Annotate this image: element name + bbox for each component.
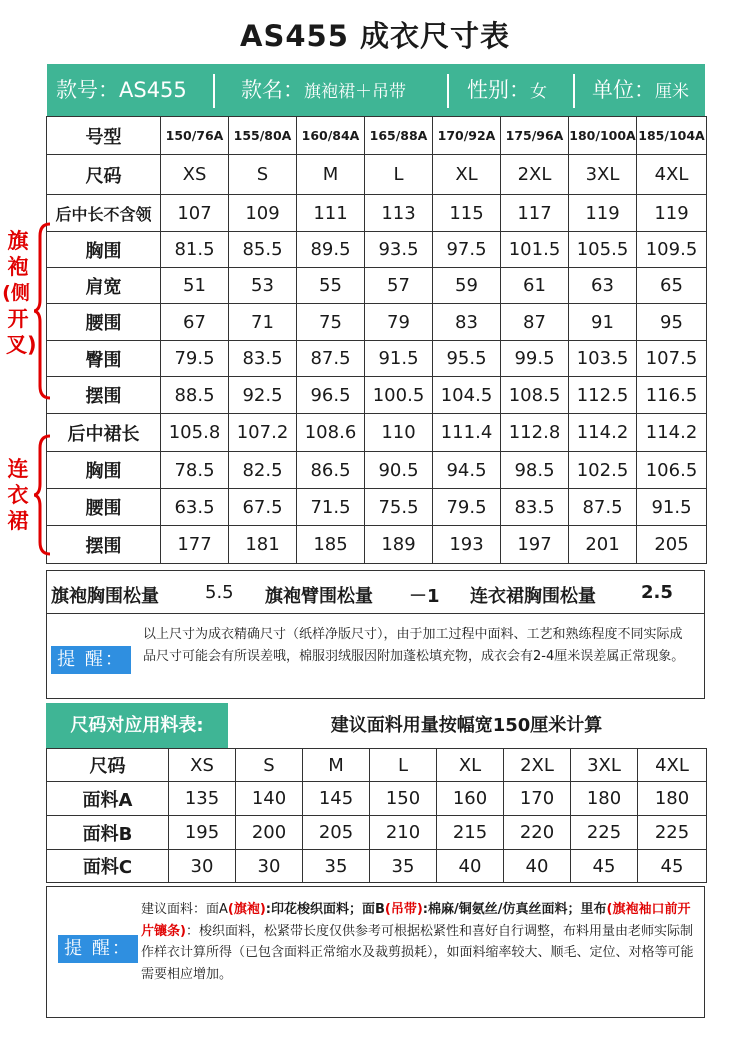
fabric-label: 尺码 (47, 749, 169, 782)
gender-value: 女 (530, 82, 547, 102)
fabric-label: 面料C (47, 850, 169, 883)
header-label: 号型 (47, 117, 161, 155)
table-cell: 75.5 (365, 489, 433, 526)
table-cell: 107 (161, 195, 229, 232)
group-label-char: (侧 (2, 282, 30, 304)
table-cell: 185/104A (637, 117, 707, 155)
table-cell: 30 (169, 850, 236, 883)
table-cell: 71.5 (297, 489, 365, 526)
table-cell: 205 (637, 526, 707, 564)
group-label-char: 衣 (7, 483, 29, 507)
table-cell: 95.5 (433, 341, 501, 377)
table-cell: 79.5 (433, 489, 501, 526)
table-cell: 71 (229, 304, 297, 341)
table-cell: 91.5 (365, 341, 433, 377)
table-cell: 94.5 (433, 452, 501, 489)
note-segment: ：梭织面料，松紧带长度仅供参考可根据松紧性和喜好自行调整，布料用量由老师实际制作样衣计算所得（已包含面料正常缩水及裁剪损耗），如面料缩率较大、顺毛、定位、对格等可能需要相应增加。 (141, 923, 694, 982)
measure-label: 臀围 (47, 341, 161, 377)
measure-label: 胸围 (47, 232, 161, 268)
table-cell: 114.2 (569, 414, 637, 452)
table-cell: 83.5 (501, 489, 569, 526)
table-cell: 180 (571, 782, 638, 816)
unit-label: 单位： (592, 78, 655, 102)
table-row (47, 452, 707, 489)
qipao-chest-ease-value: 5.5 (205, 582, 234, 603)
table-cell: 3XL (571, 749, 638, 782)
table-cell: 160/84A (297, 117, 365, 155)
measure-label: 肩宽 (47, 268, 161, 304)
table-cell: 53 (229, 268, 297, 304)
table-cell: 65 (637, 268, 707, 304)
table-cell: 40 (437, 850, 504, 883)
group-label-char: 叉) (6, 333, 37, 357)
table-cell: 150 (370, 782, 437, 816)
fabric-reminder-box (46, 886, 705, 1018)
note-segment: :印花梭织面料；面B (265, 902, 385, 917)
reminder-text: 以上尺寸为成衣精确尺寸（纸样净版尺寸），由于加工过程中面料、工艺和熟练程度不同实际成品尺寸可能会有所误差哦，棉服羽绒服因附加蓬松填充物，成衣会有2-4厘米误差属正常现象。 (143, 627, 685, 664)
table-cell: M (297, 155, 365, 195)
measure-label: 摆围 (47, 377, 161, 414)
table-cell: 40 (504, 850, 571, 883)
table-cell: 140 (236, 782, 303, 816)
table-cell: 115 (433, 195, 501, 232)
table-cell: XL (433, 155, 501, 195)
table-cell: L (365, 155, 433, 195)
qipao-hip-ease-label: 旗袍臂围松量 (265, 586, 373, 607)
table-cell: 96.5 (297, 377, 365, 414)
table-cell: 83.5 (229, 341, 297, 377)
table-cell: 55 (297, 268, 365, 304)
measure-label: 胸围 (47, 452, 161, 489)
table-cell: S (229, 155, 297, 195)
table-row (47, 377, 707, 414)
table-row (47, 816, 707, 850)
table-cell: 63 (569, 268, 637, 304)
table-cell: 100.5 (365, 377, 433, 414)
table-cell: 111.4 (433, 414, 501, 452)
group-label-char: 裙 (7, 509, 29, 533)
fabric-usage-table (46, 748, 707, 883)
measure-label: 腰围 (47, 304, 161, 341)
table-cell: XL (437, 749, 504, 782)
table-cell: 83 (433, 304, 501, 341)
note-segment: 建议面料：面A (141, 902, 228, 917)
table-cell: 79.5 (161, 341, 229, 377)
style-no (56, 64, 187, 116)
table-cell: 104.5 (433, 377, 501, 414)
measure-label: 后中长不含领 (47, 195, 161, 232)
qipao-brace (34, 222, 54, 400)
bar-divider (573, 74, 575, 108)
group-label-char: 连 (7, 457, 29, 481)
note-segment: :棉麻/铜氨丝/仿真丝面料；里布 (422, 902, 607, 917)
table-cell: 86.5 (297, 452, 365, 489)
table-row (47, 195, 707, 232)
table-cell: 160 (437, 782, 504, 816)
table-cell: 170 (504, 782, 571, 816)
table-cell: 119 (637, 195, 707, 232)
measure-label: 后中裙长 (47, 414, 161, 452)
table-cell: M (303, 749, 370, 782)
note-highlight: (吊带) (384, 902, 423, 917)
table-cell: 89.5 (297, 232, 365, 268)
fabric-label: 面料A (47, 782, 169, 816)
style-no-value: AS455 (119, 78, 187, 102)
table-cell: 82.5 (229, 452, 297, 489)
table-cell: 87 (501, 304, 569, 341)
usage-table-tag: 尺码对应用料表: (46, 703, 228, 748)
dress-chest-ease-value: 2.5 (641, 582, 673, 603)
table-cell: 177 (161, 526, 229, 564)
table-cell: 107.2 (229, 414, 297, 452)
table-row (47, 232, 707, 268)
style-name (241, 64, 406, 116)
table-cell: 85.5 (229, 232, 297, 268)
reminder-box (46, 613, 705, 699)
table-cell: 111 (297, 195, 365, 232)
table-cell: 165/88A (365, 117, 433, 155)
table-row (47, 489, 707, 526)
table-cell: 210 (370, 816, 437, 850)
table-row (47, 155, 707, 195)
table-cell: 180/100A (569, 117, 637, 155)
unit-value: 厘米 (655, 82, 689, 102)
table-cell: 81.5 (161, 232, 229, 268)
table-cell: 30 (236, 850, 303, 883)
table-cell: 106.5 (637, 452, 707, 489)
note-highlight: (旗袍) (227, 902, 266, 917)
table-cell: 4XL (637, 155, 707, 195)
table-cell: 57 (365, 268, 433, 304)
table-cell: 220 (504, 816, 571, 850)
table-cell: 181 (229, 526, 297, 564)
table-row (47, 268, 707, 304)
table-row (47, 341, 707, 377)
table-cell: 67.5 (229, 489, 297, 526)
table-cell: 110 (365, 414, 433, 452)
bar-divider (213, 74, 215, 108)
table-cell: 113 (365, 195, 433, 232)
table-cell: 91.5 (637, 489, 707, 526)
table-cell: 45 (571, 850, 638, 883)
reminder-badge: 提 醒： (58, 935, 138, 963)
table-cell: 67 (161, 304, 229, 341)
table-cell: 35 (303, 850, 370, 883)
unit (592, 64, 689, 116)
table-cell: 108.5 (501, 377, 569, 414)
group-label-char: 开 (7, 307, 29, 331)
style-name-label: 款名： (241, 78, 304, 102)
header-label: 尺码 (47, 155, 161, 195)
table-cell: 87.5 (297, 341, 365, 377)
table-cell: 105.5 (569, 232, 637, 268)
info-bar (47, 64, 705, 116)
table-cell: 195 (169, 816, 236, 850)
fabric-reminder-text (141, 899, 697, 985)
table-cell: 97.5 (433, 232, 501, 268)
table-cell: 189 (365, 526, 433, 564)
dress-group-label (6, 456, 30, 534)
table-cell: 90.5 (365, 452, 433, 489)
dress-chest-ease-label: 连衣裙胸围松量 (470, 586, 596, 607)
table-cell: 197 (501, 526, 569, 564)
table-cell: 201 (569, 526, 637, 564)
table-cell: 98.5 (501, 452, 569, 489)
table-cell: 170/92A (433, 117, 501, 155)
bar-divider (447, 74, 449, 108)
note-highlight: (旗袍袖口前开片镶条) (141, 902, 691, 939)
table-cell: 2XL (504, 749, 571, 782)
table-row (47, 304, 707, 341)
table-cell: 102.5 (569, 452, 637, 489)
table-cell: 175/96A (501, 117, 569, 155)
table-cell: 63.5 (161, 489, 229, 526)
table-cell: 75 (297, 304, 365, 341)
dress-brace (34, 434, 54, 556)
table-cell: 215 (437, 816, 504, 850)
table-row (47, 526, 707, 564)
qipao-group-label (2, 228, 37, 358)
style-no-label: 款号： (56, 78, 119, 102)
table-cell: 205 (303, 816, 370, 850)
gender-label: 性别： (467, 78, 530, 102)
table-cell: 145 (303, 782, 370, 816)
table-cell: XS (169, 749, 236, 782)
table-cell: 92.5 (229, 377, 297, 414)
table-cell: 117 (501, 195, 569, 232)
table-cell: 112.8 (501, 414, 569, 452)
table-row (47, 117, 707, 155)
table-cell: 200 (236, 816, 303, 850)
table-cell: 35 (370, 850, 437, 883)
page-title: AS455 成衣尺寸表 (240, 19, 510, 53)
table-cell: S (236, 749, 303, 782)
table-cell: 45 (638, 850, 707, 883)
ease-row (46, 570, 705, 614)
table-cell: 99.5 (501, 341, 569, 377)
table-cell: 185 (297, 526, 365, 564)
table-cell: 135 (169, 782, 236, 816)
table-cell: 61 (501, 268, 569, 304)
measure-label: 摆围 (47, 526, 161, 564)
table-cell: 150/76A (161, 117, 229, 155)
table-cell: 193 (433, 526, 501, 564)
qipao-chest-ease-label: 旗袍胸围松量 (51, 586, 159, 607)
size-table (46, 116, 707, 564)
table-cell: 3XL (569, 155, 637, 195)
table-cell: 91 (569, 304, 637, 341)
table-cell: XS (161, 155, 229, 195)
table-cell: 78.5 (161, 452, 229, 489)
table-cell: 109 (229, 195, 297, 232)
table-cell: 119 (569, 195, 637, 232)
table-cell: 116.5 (637, 377, 707, 414)
table-cell: 225 (638, 816, 707, 850)
table-cell: 87.5 (569, 489, 637, 526)
qipao-hip-ease-value: －1 (409, 586, 440, 607)
table-cell: 108.6 (297, 414, 365, 452)
table-row (47, 749, 707, 782)
table-cell: 79 (365, 304, 433, 341)
table-row (47, 414, 707, 452)
table-cell: 4XL (638, 749, 707, 782)
fabric-label: 面料B (47, 816, 169, 850)
table-cell: 88.5 (161, 377, 229, 414)
usage-table-tip: 建议面料用量按幅宽150厘米计算 (330, 715, 603, 736)
table-cell: 109.5 (637, 232, 707, 268)
table-cell: L (370, 749, 437, 782)
table-cell: 180 (638, 782, 707, 816)
reminder-badge: 提 醒： (51, 646, 131, 674)
table-cell: 101.5 (501, 232, 569, 268)
table-cell: 225 (571, 816, 638, 850)
table-cell: 93.5 (365, 232, 433, 268)
group-label-char: 袍 (7, 255, 29, 279)
table-cell: 112.5 (569, 377, 637, 414)
table-row (47, 850, 707, 883)
table-cell: 103.5 (569, 341, 637, 377)
group-label-char: 旗 (7, 229, 29, 253)
gender (467, 64, 547, 116)
table-cell: 59 (433, 268, 501, 304)
table-cell: 105.8 (161, 414, 229, 452)
table-cell: 114.2 (637, 414, 707, 452)
table-cell: 95 (637, 304, 707, 341)
table-cell: 51 (161, 268, 229, 304)
table-row (47, 782, 707, 816)
table-cell: 2XL (501, 155, 569, 195)
table-cell: 107.5 (637, 341, 707, 377)
style-name-value: 旗袍裙＋吊带 (304, 82, 406, 102)
table-cell: 155/80A (229, 117, 297, 155)
measure-label: 腰围 (47, 489, 161, 526)
